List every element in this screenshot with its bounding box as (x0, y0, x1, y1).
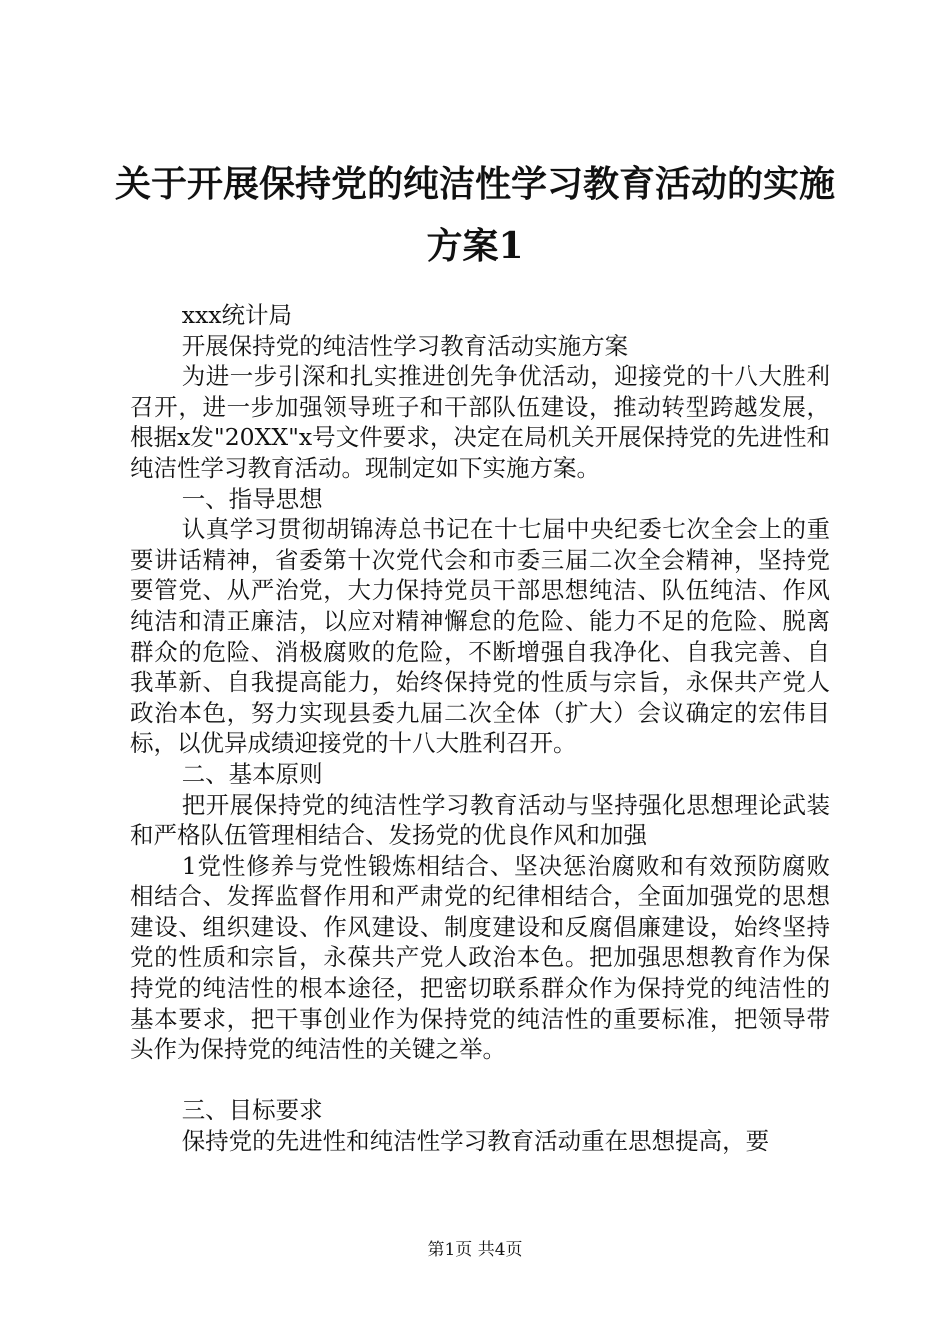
plan-subtitle: 开展保持党的纯洁性学习教育活动实施方案 (181, 331, 629, 360)
section-heading-goals: 三、目标要求 (181, 1096, 323, 1125)
document-title-line-1: 关于开展保持党的纯洁性学习教育活动的实施 (114, 163, 835, 205)
guiding-thought-paragraph: 认真学习贯彻胡锦涛总书记在十七届中央纪委七次全会上的重要讲话精神，省委第十次党代会和市委三届二次全会精神，坚持党要管党、从严治党，大力保持党员干部思想纯洁、队伍纯洁、作风纯洁和清正廉洁，以应对精神懈怠的危险、能力不足的危险、脱离群众的危险、消极腐败的危险，不断增强自我净化、自我完善、自我革新、自我提高能力，始终保持党的性质与宗旨，永保共产党人政治本色，努力实现县委九届二次全体（扩大）会议确定的宏伟目标，以优异成绩迎接党的十八大胜利召开。 (130, 515, 830, 758)
basic-principles-paragraph-2: 1党性修养与党性锻炼相结合、坚决惩治腐败和有效预防腐败相结合、发挥监督作用和严肃党的纪律相结合，全面加强党的思想建设、组织建设、作风建设、制度建设和反腐倡廉建设，始终坚持党的性质和宗旨，永葆共产党人政治本色。把加强思想教育作为保持党的纯洁性的根本途径，把密切联系群众作为保持党的纯洁性的基本要求，把干事创业作为保持党的纯洁性的重要标准，把领导带头作为保持党的纯洁性的关键之举。 (130, 851, 830, 1064)
basic-principles-paragraph-1: 把开展保持党的纯洁性学习教育活动与坚持强化思想理论武装和严格队伍管理相结合、发扬党的优良作风和加强 (130, 790, 830, 850)
goals-paragraph: 保持党的先进性和纯洁性学习教育活动重在思想提高，要 (181, 1127, 770, 1156)
org-name: xxx统计局 (181, 301, 292, 329)
section-heading-guiding-thought: 一、指导思想 (181, 484, 323, 513)
document-body (130, 300, 830, 1157)
intro-paragraph: 为进一步引深和扎实推进创先争优活动，迎接党的十八大胜利召开，进一步加强领导班子和干部队伍建设，推动转型跨越发展，根据x发"20XX"x号文件要求，决定在局机关开展保持党的先进性和纯洁性学习教育活动。现制定如下实施方案。 (130, 362, 830, 482)
page-footer: 第1页 共4页 (427, 1240, 523, 1260)
section-heading-basic-principles: 二、基本原则 (181, 759, 323, 788)
document-title-line-2: 方案1 (426, 225, 524, 267)
